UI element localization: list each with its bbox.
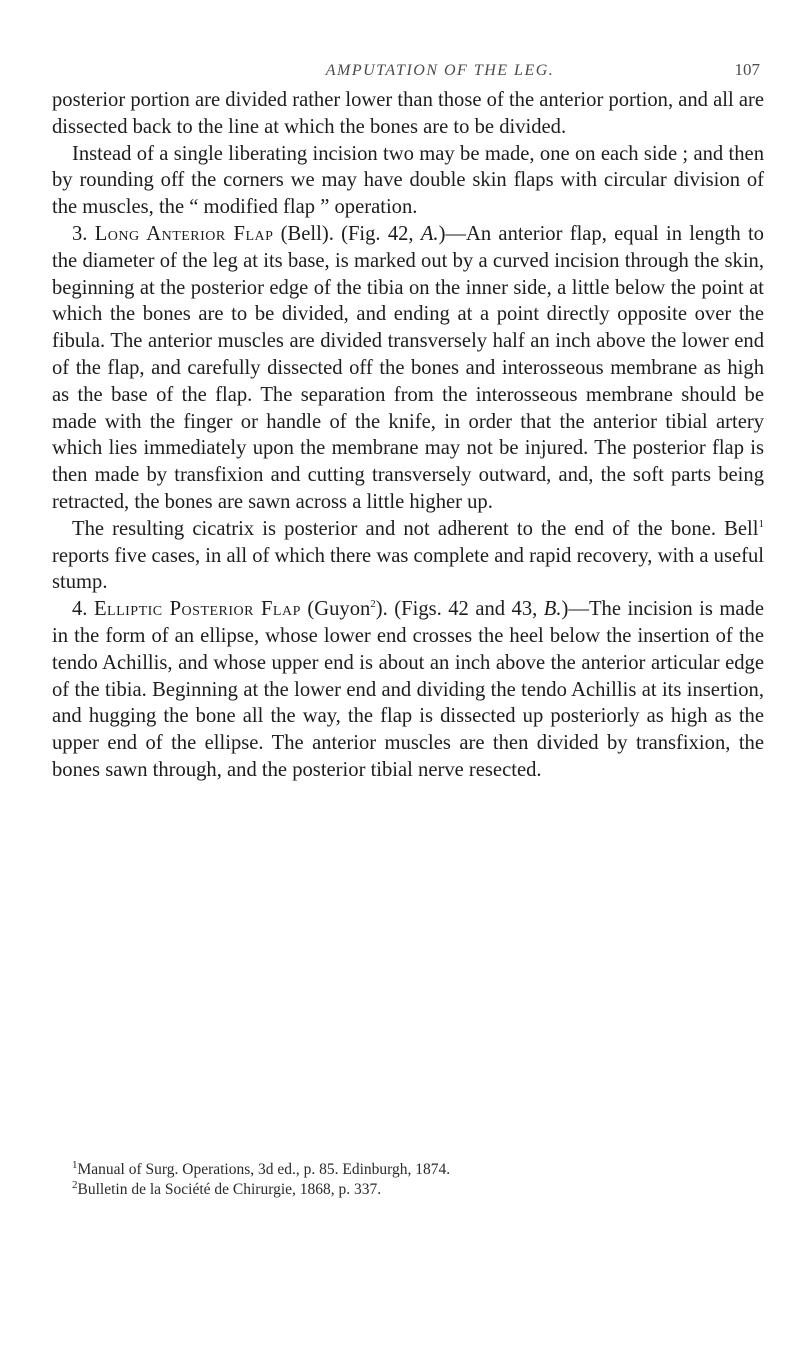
footnote bbox=[52, 1180, 764, 1200]
section-long-anterior-flap bbox=[52, 221, 764, 516]
section-number: 4. bbox=[72, 598, 88, 621]
section-title: Elliptic Posterior Flap bbox=[93, 598, 301, 621]
paragraph-text: The resulting cicatrix is posterior and not adherent to the end of the bone. Bell bbox=[72, 517, 759, 540]
footnote-text: Bulletin de la Société de Chirurgie, 1868, p. 337. bbox=[77, 1181, 382, 1198]
section-title: Long Anterior Flap bbox=[94, 222, 274, 245]
section-reference: (Bell). (Fig. 42, bbox=[280, 222, 414, 245]
footnote-marker: 1 bbox=[758, 517, 764, 530]
footnotes bbox=[52, 1160, 764, 1200]
section-number: 3. bbox=[72, 222, 88, 245]
body-text bbox=[52, 87, 764, 784]
paragraph-cicatrix bbox=[52, 516, 764, 596]
footnote-text: Manual of Surg. Operations, 3d ed., p. 85. Edinburgh, 1874. bbox=[77, 1161, 451, 1178]
figure-label: B. bbox=[543, 598, 562, 621]
paragraph-text: reports five cases, in all of which there was complete and rapid recovery, with a useful stump. bbox=[52, 544, 764, 594]
section-reference: ). (Figs. 42 and 43, bbox=[375, 598, 538, 621]
footnote-marker: 2 bbox=[370, 598, 376, 611]
footnote-marker: 1 bbox=[72, 1158, 78, 1171]
section-body: )—An anterior flap, equal in length to the diameter of the leg at its base, is marked out by a curved incision through the skin, beginning at the posterior edge of the tibia on the inner side, a little below the point at which the bones are to be divided, and ending at a point directly opposite over the fibula. The anterior muscles are divided transversely half an inch above the lower end of the flap, and carefully dissected off the bones and interosseous membrane as high as the base of the flap. The separation from the interosseous membrane should be made with the finger or handle of the knife, in order that the anterior tibial artery which lies immediately upon the membrane may not be injured. The posterior flap is then made by transfixion and cutting transversely outward, and, the soft parts being retracted, the bones are sawn across a little higher up. bbox=[52, 222, 764, 513]
page-number: 107 bbox=[734, 60, 760, 79]
running-title: AMPUTATION OF THE LEG. bbox=[325, 62, 555, 79]
footnote bbox=[52, 1160, 764, 1180]
section-reference: (Guyon bbox=[307, 598, 371, 621]
paragraph-modified-flap: Instead of a single liberating incision two may be made, one on each side ; and then by rounding off the corners we may have double skin flaps with circular division of the muscles, the “ modified flap ” operation. bbox=[52, 142, 764, 219]
paragraph-continued: posterior portion are divided rather lower than those of the anterior portion, and all are dissected back to the line at which the bones are to be divided. bbox=[52, 89, 764, 138]
section-elliptic-posterior-flap bbox=[52, 596, 764, 784]
footnote-marker: 2 bbox=[72, 1178, 78, 1191]
section-body: )—The incision is made in the form of an ellipse, whose lower end crosses the heel below the insertion of the tendo Achillis, and whose upper end is about an inch above the anterior articular edge of the tibia. Beginning at the lower end and dividing the tendo Achillis at its insertion, and hugging the bone all the way, the flap is dissected up posteriorly as high as the upper end of the ellipse. The anterior muscles are then divided by transfixion, the bones sawn through, and the posterior tibial nerve resected. bbox=[52, 598, 764, 781]
figure-label: A. bbox=[420, 222, 439, 245]
